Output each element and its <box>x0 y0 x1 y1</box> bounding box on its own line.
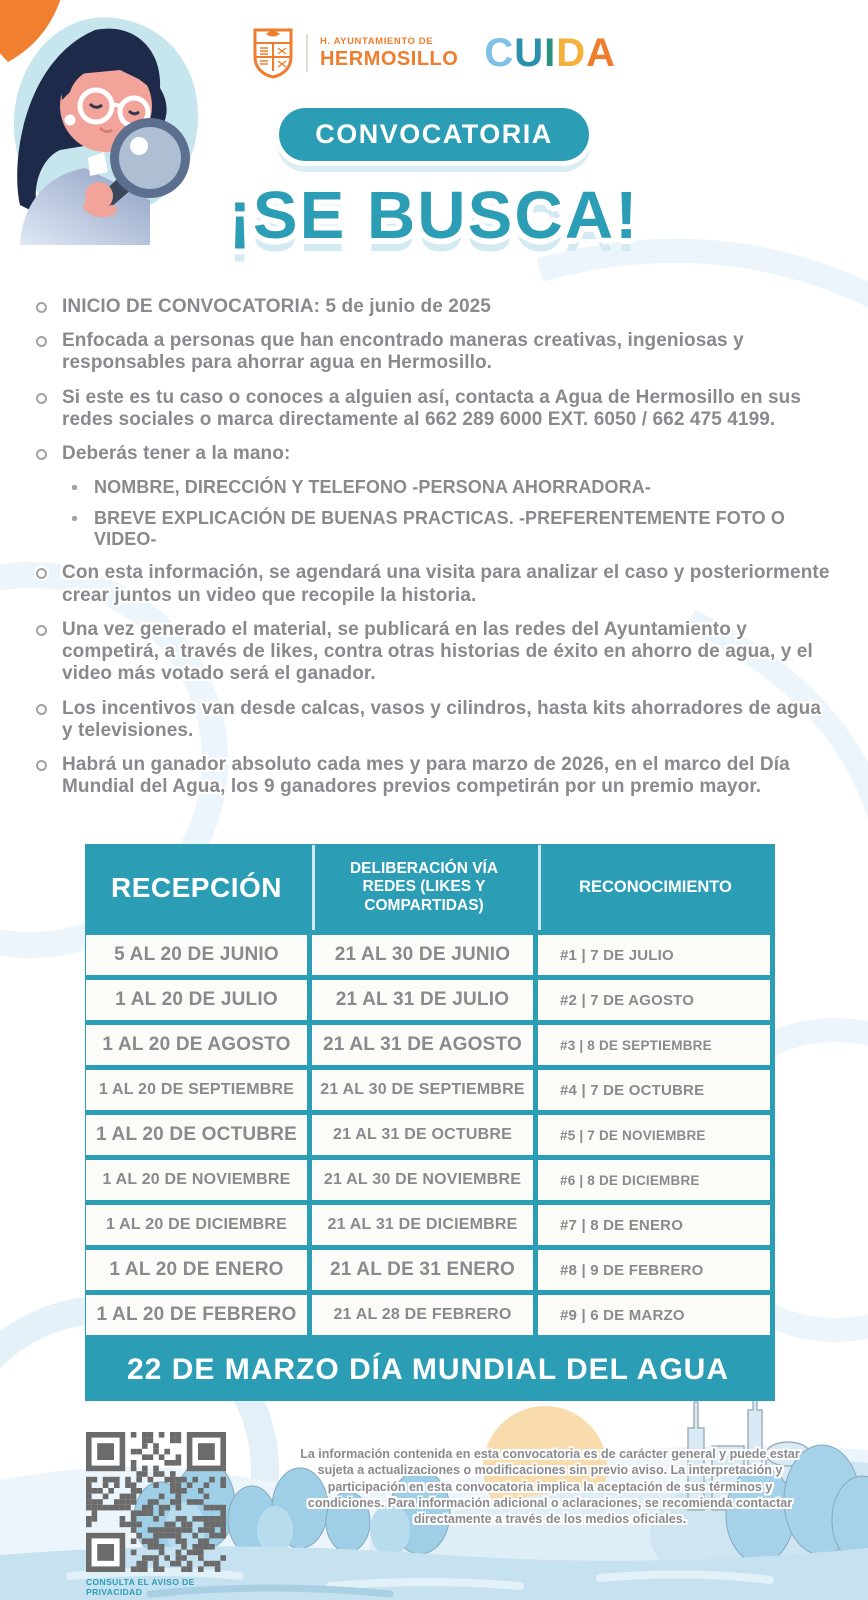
cuida-letter: U <box>514 31 545 75</box>
info-bullet: Con esta información, se agendará una visita para analizar el caso y posteriormente crear juntos un video que recopile la historia. <box>62 562 836 606</box>
info-bullet: Deberás tener a la mano: NOMBRE, DIRECCIÓN Y TELEFONO -PERSONA AHORRADORA- BREVE EXPLICACIÓN DE BUENAS PRACTICAS. -PREFERENTEMENTE FOTO O VIDEO- <box>62 443 836 550</box>
info-sublist <box>62 477 836 550</box>
table-cell: 1 AL 20 DE ENERO <box>86 1250 307 1290</box>
table-cell: 1 AL 20 DE DICIEMBRE <box>86 1205 307 1245</box>
cuida-logo <box>484 33 616 73</box>
hermosillo-shield-icon <box>252 27 294 79</box>
table-cell: #3 | 8 DE SEPTIEMBRE <box>538 1025 770 1065</box>
world-water-day-banner: 22 DE MARZO DÍA MUNDIAL DEL AGUA <box>86 1340 770 1400</box>
table-cell: #2 | 7 DE AGOSTO <box>538 980 770 1020</box>
info-bullet: Una vez generado el material, se publicará en las redes del Ayuntamiento y competirá, a través de likes, contra otras historias de éxito en ahorro de agua, y el video más votado será el ganador. <box>62 619 836 686</box>
table-cell: #5 | 7 DE NOVIEMBRE <box>538 1115 770 1155</box>
table-header-deliberation: DELIBERACIÓN VÍA REDES (LIKES Y COMPARTIDAS) <box>312 845 533 930</box>
table-cell: 21 AL 31 DE OCTUBRE <box>312 1115 533 1155</box>
table-cell: 21 AL 31 DE JULIO <box>312 980 533 1020</box>
info-bullet: INICIO DE CONVOCATORIA: 5 de junio de 2025 <box>62 296 836 318</box>
table-cell: 1 AL 20 DE OCTUBRE <box>86 1115 307 1155</box>
logo-divider <box>306 34 308 72</box>
cuida-letter: C <box>484 31 515 75</box>
hermosillo-logo <box>252 27 458 79</box>
table-header-recognition: RECONOCIMIENTO <box>538 845 770 930</box>
table-cell: #6 | 8 DE DICIEMBRE <box>538 1160 770 1200</box>
table-cell: 1 AL 20 DE JULIO <box>86 980 307 1020</box>
hermosillo-logo-text <box>320 37 458 70</box>
table-cell: #9 | 6 DE MARZO <box>538 1295 770 1335</box>
table-cell: 21 AL DE 31 ENERO <box>312 1250 533 1290</box>
table-cell: #4 | 7 DE OCTUBRE <box>538 1070 770 1110</box>
table-cell: 1 AL 20 DE SEPTIEMBRE <box>86 1070 307 1110</box>
table-cell: 21 AL 31 DE DICIEMBRE <box>312 1205 533 1245</box>
table-cell: 21 AL 30 DE NOVIEMBRE <box>312 1160 533 1200</box>
table-cell: 21 AL 31 DE AGOSTO <box>312 1025 533 1065</box>
table-header-reception: RECEPCIÓN <box>86 845 307 930</box>
convocatoria-badge: CONVOCATORIA <box>279 108 589 161</box>
table-cell: 5 AL 20 DE JUNIO <box>86 935 307 975</box>
header <box>0 24 868 254</box>
poster-title: ¡SE BUSCA! <box>228 178 640 253</box>
table-cell: 1 AL 20 DE AGOSTO <box>86 1025 307 1065</box>
info-bullet: Habrá un ganador absoluto cada mes y para marzo de 2026, en el marco del Día Mundial del Agua, los 9 ganadores previos competirán por un premio mayor. <box>62 754 836 798</box>
qr-code <box>86 1432 226 1572</box>
info-sub-bullet: NOMBRE, DIRECCIÓN Y TELEFONO -PERSONA AHORRADORA- <box>94 477 836 498</box>
qr-block <box>86 1432 236 1597</box>
info-bullet: Si este es tu caso o conoces a alguien así, contacta a Agua de Hermosillo en sus redes sociales o marca directamente al 662 289 6000 EXT. 6050 / 662 475 4199. <box>62 387 836 431</box>
cuida-letter: I <box>544 31 557 75</box>
info-bullet: Los incentivos van desde calcas, vasos y cilindros, hasta kits ahorradores de agua y televisiones. <box>62 698 836 742</box>
table-cell: #8 | 9 DE FEBRERO <box>538 1250 770 1290</box>
info-section <box>34 296 836 810</box>
cuida-letter: D <box>556 31 587 75</box>
hermosillo-logo-line2: HERMOSILLO <box>319 48 459 71</box>
table-cell: #1 | 7 DE JULIO <box>538 935 770 975</box>
table-cell: 21 AL 30 DE JUNIO <box>312 935 533 975</box>
table-cell: #7 | 8 DE ENERO <box>538 1205 770 1245</box>
table-cell: 1 AL 20 DE NOVIEMBRE <box>86 1160 307 1200</box>
info-bullet: Enfocada a personas que han encontrado maneras creativas, ingeniosas y responsables para ahorrar agua en Hermosillo. <box>62 330 836 374</box>
hermosillo-logo-line1: H. AYUNTAMIENTO DE <box>319 35 434 47</box>
privacy-notice-caption: CONSULTA EL AVISO DE PRIVACIDAD <box>86 1577 195 1597</box>
table-cell: 21 AL 30 DE SEPTIEMBRE <box>312 1070 533 1110</box>
cuida-letter: A <box>586 31 617 75</box>
disclaimer-text: La información contenida en esta convocatoria es de carácter general y puede estar sujeta a actualizaciones o modificaciones sin previo aviso. La interpretación y participación en esta convocatoria implica la aceptación de sus términos y condiciones. Para información adicional o aclaraciones, se recomienda contactar directamente a través de los medios oficiales. <box>300 1447 800 1526</box>
logos-row <box>252 24 616 82</box>
schedule-table <box>86 845 774 1400</box>
info-sub-bullet: BREVE EXPLICACIÓN DE BUENAS PRACTICAS. -PREFERENTEMENTE FOTO O VIDEO- <box>94 508 836 550</box>
table-cell: 1 AL 20 DE FEBRERO <box>86 1295 307 1335</box>
info-list <box>34 296 836 798</box>
table-cell: 21 AL 28 DE FEBRERO <box>312 1295 533 1335</box>
